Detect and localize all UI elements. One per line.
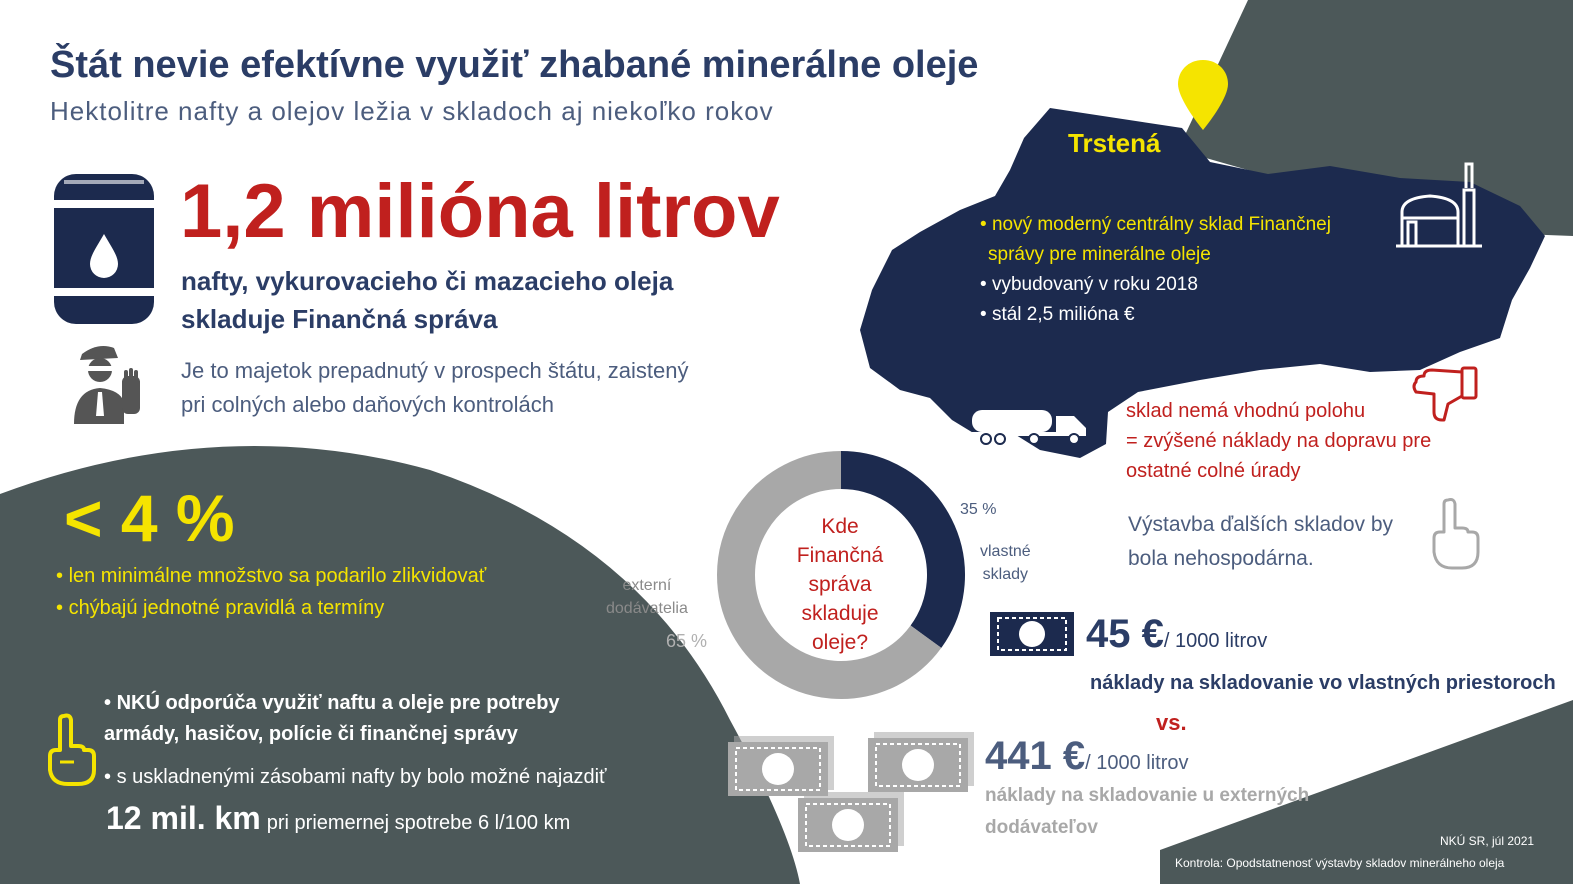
- liquidation-percent: < 4 %: [64, 481, 235, 555]
- tanker-truck-icon: [970, 406, 1090, 446]
- own-cost-unit: / 1000 litrov: [1163, 630, 1268, 652]
- warehouse-fact-3: • stál 2,5 milióna €: [980, 304, 1135, 325]
- chart-label-own-1: vlastné: [980, 543, 1031, 560]
- location-issue-line-1: sklad nemá vhodnú polohu: [1126, 400, 1366, 422]
- liquidation-bullets: [56, 560, 486, 624]
- volume-line-2: skladuje Finančná správa: [181, 304, 498, 334]
- chart-label-external-2: dodávatelia: [606, 600, 688, 617]
- recommendation-line-1: • NKÚ odporúča využiť naftu a oleje pre potreby: [104, 692, 560, 714]
- own-cost: [1086, 612, 1267, 657]
- recommendation-line-2: armády, hasičov, polície či finančnej správy: [104, 723, 518, 745]
- warehouse-fact-2: • vybudovaný v roku 2018: [980, 274, 1198, 295]
- external-cost-unit: / 1000 litrov: [1085, 752, 1189, 774]
- external-cost-description: [985, 780, 1309, 844]
- pointing-hand-icon: [44, 712, 100, 788]
- chart-title-line-3: správa: [808, 573, 872, 596]
- warehouse-tank-icon: [1394, 160, 1486, 252]
- confiscation-note: [181, 354, 689, 422]
- mileage-note: pri priemernej spotrebe 6 l/100 km: [266, 812, 571, 834]
- source-date: NKÚ SR, júl 2021: [1440, 834, 1535, 848]
- external-cost-value: 441 €: [985, 734, 1086, 778]
- oil-barrel-icon: [50, 168, 158, 330]
- warehouse-fact-1: • nový moderný centrálny sklad Finančnej: [980, 214, 1331, 235]
- location-issue-line-2: = zvýšené náklady na dopravu pre: [1126, 430, 1432, 452]
- chart-value-external: 65 %: [666, 631, 708, 651]
- warehouse-location: Trstená: [1068, 128, 1161, 158]
- chart-title: [775, 512, 905, 657]
- chart-label-own: [980, 540, 1031, 586]
- page-subtitle: Hektolitre nafty a olejov ležia v skladoch aj niekoľko rokov: [50, 96, 774, 126]
- chart-title-line-1: Kde: [821, 515, 859, 538]
- mileage-value: [106, 800, 570, 837]
- liquidation-bullet-2: • chýbajú jednotné pravidlá a termíny: [56, 597, 385, 619]
- banknotes-stack-icon: [724, 730, 976, 858]
- location-issue: [1126, 396, 1431, 486]
- chart-label-external-1: externí: [622, 577, 672, 594]
- warehouse-fact-1-cont: správy pre minerálne oleje: [988, 244, 1211, 265]
- chart-value-own: 35 %: [960, 501, 997, 518]
- volume-description: [181, 262, 673, 338]
- chart-title-line-2: Finančná: [796, 544, 884, 567]
- volume-amount: 1,2 milióna litrov: [180, 169, 780, 254]
- customs-officer-icon: [68, 340, 148, 424]
- location-pin-icon: [1178, 60, 1228, 132]
- source-audit: Kontrola: Opodstatnenosť výstavby skladov minerálneho oleja: [1175, 856, 1505, 870]
- mileage-intro: • s uskladnenými zásobami nafty by bolo možné najazdiť: [104, 766, 607, 788]
- external-cost: [985, 734, 1189, 779]
- raised-finger-icon: [1430, 496, 1484, 572]
- location-issue-line-3: ostatné colné úrady: [1126, 460, 1301, 482]
- own-cost-description: náklady na skladovanie vo vlastných priestoroch: [1090, 672, 1556, 694]
- recommendation-text: [104, 688, 560, 750]
- further-line-2: bola nehospodárna.: [1128, 547, 1314, 570]
- warehouse-facts: [980, 210, 1331, 330]
- versus-label: vs.: [1156, 710, 1187, 735]
- external-cost-line-2: dodávateľov: [985, 817, 1098, 838]
- mileage-km: 12 mil. km: [106, 800, 261, 836]
- liquidation-bullet-1: • len minimálne množstvo sa podarilo zlikvidovať: [56, 565, 487, 587]
- external-cost-line-1: náklady na skladovanie u externých: [985, 785, 1310, 806]
- confiscation-line-2: pri colných alebo daňových kontrolách: [181, 392, 555, 417]
- page-title: Štát nevie efektívne využiť zhabané minerálne oleje: [50, 44, 979, 86]
- confiscation-line-1: Je to majetok prepadnutý v prospech štátu, zaistený: [181, 358, 689, 383]
- chart-label-external: [606, 574, 688, 620]
- chart-title-line-4: skladuje: [801, 602, 879, 625]
- banknote-icon: [990, 612, 1074, 656]
- chart-title-line-5: oleje?: [811, 631, 869, 654]
- further-warehouses-note: [1128, 508, 1393, 576]
- chart-label-own-2: sklady: [982, 566, 1029, 583]
- own-cost-value: 45 €: [1086, 612, 1164, 656]
- volume-line-1: nafty, vykurovacieho či mazacieho oleja: [181, 266, 674, 296]
- further-line-1: Výstavba ďalších skladov by: [1128, 513, 1394, 536]
